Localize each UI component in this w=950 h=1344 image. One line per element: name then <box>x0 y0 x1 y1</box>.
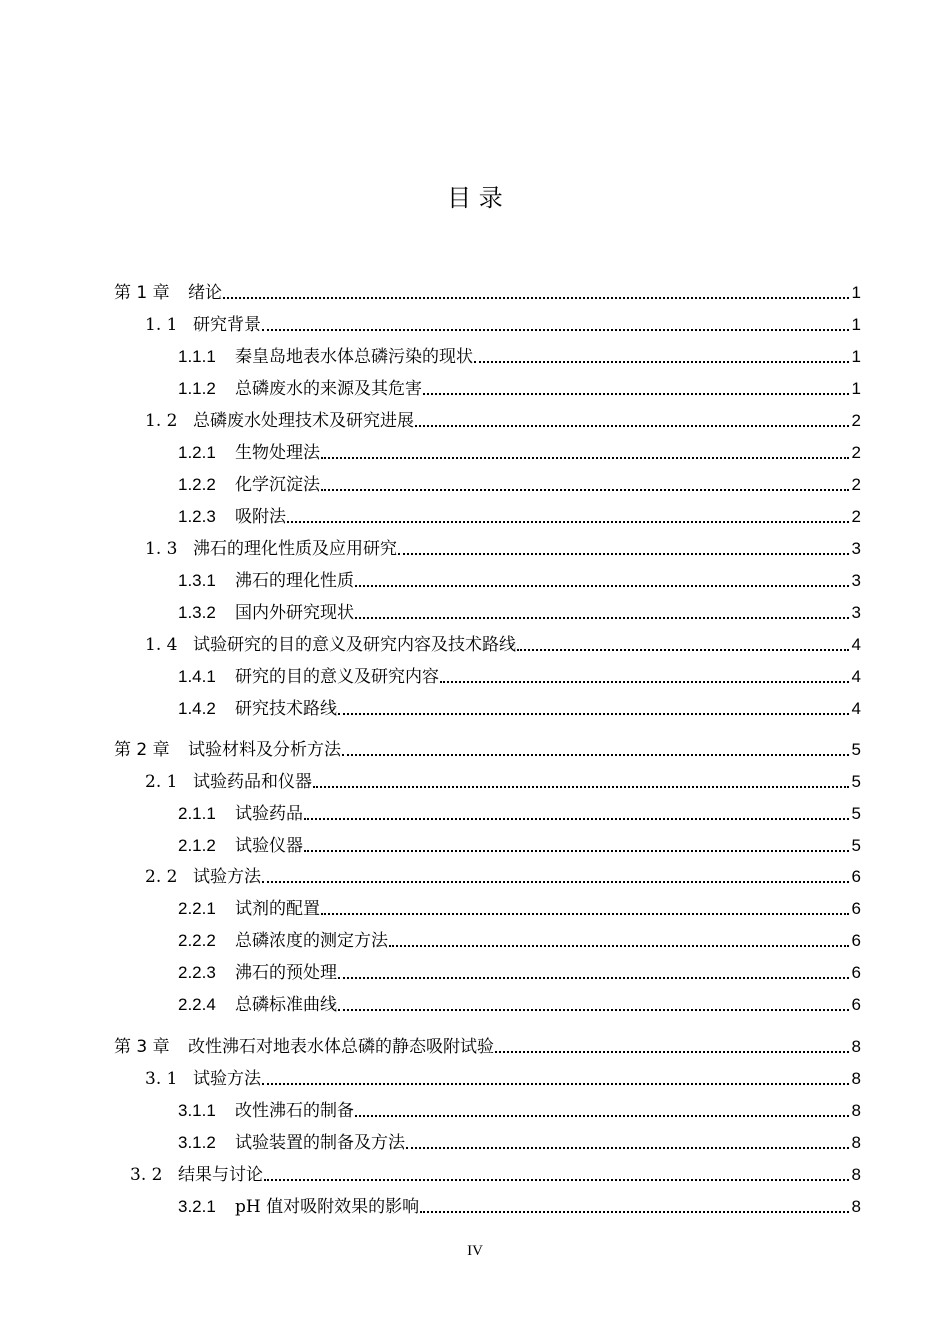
toc-entry-number: 1.1.1 <box>178 347 216 366</box>
dot-leader <box>406 1147 849 1149</box>
toc-entry-label: 试剂的配置 <box>235 899 320 919</box>
toc-entry-label: 改性沸石的制备 <box>235 1101 354 1121</box>
toc-entry-page: 5 <box>851 740 861 759</box>
toc-entry-page: 8 <box>851 1037 861 1056</box>
toc-entry-number: 1.2.2 <box>178 475 216 494</box>
toc-entry-page: 8 <box>851 1101 861 1120</box>
dot-leader <box>313 786 849 788</box>
toc-entry-page: 2 <box>851 443 861 462</box>
toc-entry-label: 国内外研究现状 <box>235 603 354 623</box>
toc-entry-section[interactable] <box>145 625 861 655</box>
dot-leader <box>304 850 849 852</box>
toc-entry-label: 研究背景 <box>193 315 261 335</box>
toc-entry-number: 1. 2 <box>145 411 178 431</box>
toc-entry-page: 3 <box>851 539 861 558</box>
dot-leader <box>420 1211 849 1213</box>
dot-leader <box>495 1051 849 1053</box>
toc-entry-label: 总磷浓度的测定方法 <box>235 931 388 951</box>
toc-entry-number: 1.4.1 <box>178 667 216 686</box>
toc-entry-page: 5 <box>851 772 861 791</box>
dot-leader <box>262 1083 849 1085</box>
toc-entry-number: 3.2.1 <box>178 1197 216 1216</box>
dot-leader <box>338 713 849 715</box>
toc-entry-section[interactable] <box>130 1155 861 1185</box>
toc-entry-chapter-3[interactable] <box>114 1027 861 1057</box>
toc-entry-subsection[interactable] <box>178 826 861 856</box>
toc-entry-label: 总磷废水处理技术及研究进展 <box>193 411 414 431</box>
dot-leader <box>474 361 849 363</box>
dot-leader <box>389 945 849 947</box>
toc-entry-subsection[interactable] <box>178 921 861 951</box>
toc-entry-label: pH 值对吸附效果的影响 <box>235 1197 420 1217</box>
toc-entry-label: 试验方法 <box>193 1069 261 1089</box>
toc-entry-subsection[interactable] <box>178 889 861 919</box>
toc-entry-number: 2.1.1 <box>178 804 216 823</box>
toc-entry-label: 试验仪器 <box>235 836 303 856</box>
toc-entry-label: 吸附法 <box>235 507 286 527</box>
toc-entry-number: 3. 2 <box>130 1165 163 1185</box>
toc-entry-subsection[interactable] <box>178 1187 861 1217</box>
toc-entry-label: 总磷标准曲线 <box>235 995 337 1015</box>
toc-entry-page: 6 <box>851 899 861 918</box>
toc-entry-page: 5 <box>851 804 861 823</box>
toc-entry-page: 5 <box>851 836 861 855</box>
dot-leader <box>304 818 849 820</box>
toc-entry-subsection[interactable] <box>178 1123 861 1153</box>
toc-entry-label: 结果与讨论 <box>178 1165 263 1185</box>
toc-entry-subsection[interactable] <box>178 689 861 719</box>
toc-entry-number: 3.1.1 <box>178 1101 216 1120</box>
toc-entry-subsection[interactable] <box>178 433 861 463</box>
toc-entry-page: 4 <box>851 699 861 718</box>
toc-entry-chapter-1[interactable] <box>114 273 861 303</box>
toc-entry-number: 2.1.2 <box>178 836 216 855</box>
dot-leader <box>338 977 849 979</box>
dot-leader <box>423 393 849 395</box>
toc-entry-subsection[interactable] <box>178 561 861 591</box>
toc-entry-label: 生物处理法 <box>235 443 320 463</box>
toc-entry-section[interactable] <box>145 401 861 431</box>
toc-entry-subsection[interactable] <box>178 593 861 623</box>
toc-entry-subsection[interactable] <box>178 657 861 687</box>
toc-entry-page: 8 <box>851 1133 861 1152</box>
dot-leader <box>223 297 849 299</box>
toc-entry-number: 1.2.3 <box>178 507 216 526</box>
toc-entry-number: 2.2.1 <box>178 899 216 918</box>
dot-leader <box>440 681 849 683</box>
toc-entry-subsection[interactable] <box>178 794 861 824</box>
toc-entry-page: 6 <box>851 963 861 982</box>
toc-entry-label: 总磷废水的来源及其危害 <box>235 379 422 399</box>
toc-entry-chapter-2[interactable] <box>114 730 861 760</box>
toc-entry-page: 6 <box>851 867 861 886</box>
toc-entry-number: 2.2.2 <box>178 931 216 950</box>
toc-entry-page: 1 <box>851 379 861 398</box>
dot-leader <box>355 1115 849 1117</box>
toc-entry-label: 试验方法 <box>193 867 261 887</box>
toc-entry-page: 2 <box>851 507 861 526</box>
toc-entry-section[interactable] <box>145 305 861 335</box>
page-number-footer: IV <box>467 1243 483 1259</box>
toc-entry-number: 1. 3 <box>145 539 178 559</box>
dot-leader <box>398 553 849 555</box>
toc-entry-subsection[interactable] <box>178 337 861 367</box>
toc-entry-page: 2 <box>851 411 861 430</box>
toc-entry-number: 第 2 章 <box>114 740 170 760</box>
toc-entry-page: 6 <box>851 931 861 950</box>
toc-entry-number: 1. 4 <box>145 635 178 655</box>
toc-entry-page: 8 <box>851 1165 861 1184</box>
toc-entry-subsection[interactable] <box>178 1091 861 1121</box>
toc-entry-page: 1 <box>851 315 861 334</box>
toc-entry-label: 化学沉淀法 <box>235 475 320 495</box>
toc-entry-label: 绪论 <box>188 283 222 303</box>
toc-entry-label: 研究技术路线 <box>235 699 337 719</box>
dot-leader <box>415 425 849 427</box>
toc-entry-number: 2.2.4 <box>178 995 216 1014</box>
toc-entry-label: 试验装置的制备及方法 <box>235 1133 405 1153</box>
toc-entry-label: 试验材料及分析方法 <box>188 740 341 760</box>
toc-entry-number: 1.3.2 <box>178 603 216 622</box>
toc-entry-subsection[interactable] <box>178 497 861 527</box>
toc-entry-section[interactable] <box>145 1059 861 1089</box>
toc-entry-page: 4 <box>851 667 861 686</box>
toc-entry-label: 沸石的理化性质及应用研究 <box>193 539 397 559</box>
toc-entry-page: 8 <box>851 1197 861 1216</box>
dot-leader <box>355 617 849 619</box>
toc-entry-label: 研究的目的意义及研究内容 <box>235 667 439 687</box>
toc-entry-page: 4 <box>851 635 861 654</box>
toc-entry-number: 3.1.2 <box>178 1133 216 1152</box>
toc-entry-number: 1.1.2 <box>178 379 216 398</box>
dot-leader <box>321 457 849 459</box>
toc-entry-label: 秦皇岛地表水体总磷污染的现状 <box>235 347 473 367</box>
toc-entry-subsection[interactable] <box>178 465 861 495</box>
toc-entry-label: 试验药品和仪器 <box>193 772 312 792</box>
toc-entry-subsection[interactable] <box>178 369 861 399</box>
toc-entry-number: 2.2.3 <box>178 963 216 982</box>
toc-entry-section[interactable] <box>145 762 861 792</box>
toc-entry-label: 沸石的理化性质 <box>235 571 354 591</box>
toc-entry-page: 2 <box>851 475 861 494</box>
toc-entry-number: 1.2.1 <box>178 443 216 462</box>
toc-entry-subsection[interactable] <box>178 985 861 1015</box>
dot-leader <box>321 913 849 915</box>
dot-leader <box>338 1009 849 1011</box>
toc-entry-section[interactable] <box>145 857 861 887</box>
dot-leader <box>342 754 849 756</box>
dot-leader <box>262 881 849 883</box>
toc-entry-label: 沸石的预处理 <box>235 963 337 983</box>
toc-entry-number: 1.3.1 <box>178 571 216 590</box>
dot-leader <box>517 649 849 651</box>
toc-entry-page: 3 <box>851 571 861 590</box>
dot-leader <box>355 585 849 587</box>
dot-leader <box>264 1179 849 1181</box>
toc-entry-label: 试验研究的目的意义及研究内容及技术路线 <box>193 635 516 655</box>
toc-entry-number: 1.4.2 <box>178 699 216 718</box>
toc-entry-label: 改性沸石对地表水体总磷的静态吸附试验 <box>188 1037 494 1057</box>
toc-entry-page: 6 <box>851 995 861 1014</box>
toc-entry-number: 2. 1 <box>145 772 178 792</box>
toc-entry-label: 试验药品 <box>235 804 303 824</box>
toc-entry-page: 1 <box>851 283 861 302</box>
toc-entry-page: 3 <box>851 603 861 622</box>
page-title: 目 录 <box>447 184 503 212</box>
toc-entry-number: 第 1 章 <box>114 283 170 303</box>
toc-entry-number: 2. 2 <box>145 867 178 887</box>
toc-entry-page: 1 <box>851 347 861 366</box>
dot-leader <box>262 329 849 331</box>
toc-entry-page: 8 <box>851 1069 861 1088</box>
toc-entry-number: 第 3 章 <box>114 1037 170 1057</box>
toc-entry-number: 3. 1 <box>145 1069 178 1089</box>
dot-leader <box>287 521 849 523</box>
dot-leader <box>321 489 849 491</box>
toc-entry-section[interactable] <box>145 529 861 559</box>
toc-entry-subsection[interactable] <box>178 953 861 983</box>
toc-entry-number: 1. 1 <box>145 315 178 335</box>
